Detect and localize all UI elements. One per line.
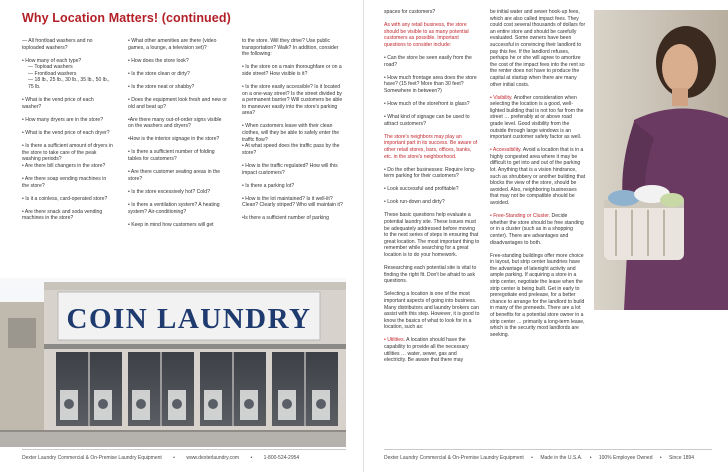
list-item: • When customers leave with their clean clothes, will they be able to safely enter the traffic flow? — [242, 123, 340, 143]
list-item: to the store. Will they drive? Use public transportation? Walk? In addition, consider the following: — [242, 38, 339, 58]
list-item: • How much of the storefront is glass? — [384, 100, 470, 107]
list-item: • Is the store easily accessible? Is it located on a one-way street? Is the street divided by a permanent barrier? Will customers be able to maneuver easily into the store's parking area? — [242, 83, 343, 117]
list-item: • How much frontage area does the store have? (15 feet? More than 30 feet? Somewhere in between?) — [384, 74, 477, 94]
paragraph: Free-standing buildings offer more choice in layout, but strip center laundries have the advantage of latenight activity and ample parking. If acquiring a store in a strip center, negotiate the lease when the strip center is being built. Get in early to preregotiate end prelease, for a better chance to arrange for the landlord to build in many of the preneeds. There are a lot of benefits for a potential store owner in a strip center … primarily a long-term lease, which is the security most landlords are seeking. — [490, 252, 585, 338]
accessibility-text: Avoid a location that is in a highly congested area where it may be difficult to get into and out of the parking lot. Anything that is a vision hindrance, such as shrubbery or another building that blocks the view of the store, should be avoided. Also, neighboring businesses that may not be compatible should be avoided. — [490, 147, 586, 207]
list-item: • Are there bill changers in the store? — [22, 162, 106, 169]
highlight-paragraph: As with any retail business, the store should be visible to as many potential customers as possible. Important questions to consider include: — [384, 22, 469, 48]
footer-employee-owned: 100% Employee Owned — [598, 455, 653, 461]
list-item: • What other amenities are there (video games, a lounge, a television set)? — [128, 38, 217, 51]
list-item: • Is the store neat or shabby? — [128, 83, 195, 90]
paragraph: These basic questions help evaluate a potential laundry site. These issues must be adequately addressed before moving to the next series of steps in ensuring that great location. The most important thing to remember while searching for a great location is to do your homework. — [384, 212, 480, 259]
footer-phone: 1-800-524-2954 — [263, 455, 300, 461]
list-item: • Is the store excessively hot? Cold? — [128, 188, 210, 195]
list-item: • Can the store be seen easily from the road? — [384, 54, 472, 68]
utilities-label: • Utilities. — [384, 337, 406, 344]
footer-company: Dexter Laundry Commercial & On-Premise Laundry Equipment — [22, 455, 162, 461]
footer-bullet: • — [173, 455, 175, 461]
footer-divider — [22, 449, 346, 450]
list-item: • How many dryers are in the store? — [22, 116, 104, 123]
storefront-illustration — [0, 278, 346, 447]
paragraph: spaces for customers? — [384, 9, 436, 15]
list-item: • At what speed does the traffic pass by the store? — [242, 143, 340, 156]
footer-bullet: • — [589, 455, 592, 461]
left-footer — [22, 455, 299, 461]
list-item: • Are there customer seating areas in the store? — [128, 169, 221, 182]
list-item: • How does the store look? — [128, 57, 189, 64]
list-item: • Do the other businesses: Require long-term parking for their customers? — [384, 166, 476, 180]
list-item: • How many of each type? — [22, 57, 82, 64]
footer-website-link[interactable]: www.dexterlaundry.com — [186, 455, 240, 461]
list-item: •Is there a sufficient number of parking — [242, 215, 329, 222]
list-item: •How is the interior signage in the store? — [128, 136, 220, 143]
list-item: • Keep in mind how customers will get — [128, 221, 214, 228]
utilities-text: A location should have the capability to provide all the necessary utilities … water, sewer, gas and electricity. Be aware that there may — [384, 337, 469, 364]
footer-made-in-usa: Made in the U.S.A. — [540, 455, 583, 461]
free-standing-text: Decide whether the store should be free standing or in a cluster (such as in a shopping center). There are advantages and disadvantages to both. — [490, 213, 584, 246]
list-item: • What kind of signage can be used to attract customers? — [384, 114, 470, 127]
woman-with-laundry-photo — [594, 10, 728, 310]
list-item: — Topload washers — [28, 64, 73, 71]
right-footer — [384, 455, 694, 461]
list-item: • What is the vend price of each washer? — [22, 97, 94, 110]
sign-text: COIN LAUNDRY — [66, 303, 312, 335]
list-item: — All frontload washers and no toploaded washers? — [22, 38, 93, 51]
highlight-paragraph: The store's neighbors may play an important part in its success. Be aware of other retail stores, bars, offices, banks, etc. in the store's neighborhood. — [384, 133, 478, 160]
footer-bullet: • — [531, 455, 533, 461]
list-item: — Frontload washers — [28, 70, 77, 77]
list-item: •Are there many out-of-order signs visible on the washers and dryers? — [128, 116, 222, 130]
right-column-2 — [490, 9, 586, 345]
right-column-1 — [384, 9, 480, 370]
list-item: • Does the equipment look fresh and new or old and beat up? — [128, 96, 227, 110]
page-heading: Why Location Matters! (continued) — [22, 11, 231, 25]
paragraph — [490, 147, 586, 206]
footer-bullet: • — [250, 455, 253, 461]
list-item: — 18 lb., 25 lb., 30 lb., 35 lb., 50 lb., 75 lb. — [28, 77, 110, 91]
list-item: • Is the store clean or dirty? — [128, 70, 190, 77]
list-item: • Is there a ventilation system? A heating system? Air-conditioning? — [128, 201, 220, 215]
left-column-3 — [242, 38, 346, 228]
footer-company: Dexter Laundry Commercial & On-Premise Laundry Equipment — [384, 455, 524, 461]
free-standing-label: • Free-Standing or Cluster. — [490, 213, 551, 220]
paragraph — [490, 213, 586, 246]
list-item: • Is there a parking lot? — [242, 182, 295, 189]
list-item: • Is there a sufficient number of folding tables for customers? — [128, 149, 215, 163]
footer-since: Since 1894 — [669, 455, 695, 461]
paragraph — [384, 337, 480, 363]
list-item: • Look successful and profitable? — [384, 186, 459, 193]
list-item: • Look run-down and dirty? — [384, 199, 445, 206]
footer-divider — [384, 449, 712, 450]
paragraph: Selecting a location is one of the most important aspects of going into business. Many distributors and laundry brokers can assist with this step. However, it is good to know the basics of what to look for in a location, such as: — [384, 291, 480, 331]
footer-bullet: • — [659, 455, 662, 461]
left-column-2 — [128, 38, 228, 235]
paragraph: Researching each potential site is vital to finding the right fit. Don't be afraid to ask questions. — [384, 265, 477, 285]
paragraph: be initial water and sewer hook-up fees, which are also called impact fees. They could cost several thousands of dollars for an entire store and should be carefully evaluated. Some owners have been successful in convincing their landlord to pay this fee. If the landlord refuses, perhaps he or she will agree to amortize the cost of the impact fees into the rent so the renter does not have to produce the capital at startup when there are many other initial costs. — [490, 9, 586, 88]
visibility-label: • Visibility. — [490, 94, 513, 101]
laundry-woman-illustration — [594, 10, 728, 310]
list-item: • What is the vend price of each dryer? — [22, 129, 110, 136]
list-item: • Is it a coinless, card-operated store? — [22, 195, 108, 202]
list-item: • How is the traffic regulated? How will this impact customers? — [242, 162, 338, 176]
list-item: • Are there soap vending machines in the store? — [22, 175, 107, 189]
list-item: • Is there a sufficient amount of dryers in the store to take care of the peak washing periods? — [22, 143, 113, 163]
list-item: • Is the store on a main thoroughfare or on a side street? How visible is it? — [242, 64, 342, 77]
paragraph — [490, 95, 586, 141]
list-item: • How is the lot maintained? Is it well-lit? Clean? Clearly striped? Who will maintain it? — [242, 195, 343, 209]
accessibility-label: • Accessibility. — [490, 147, 522, 154]
visibility-text: Another consideration when selecting the location is a good, well-lighted building that is not too far from the street … preferably at or above road grade level. Good visibility from the outside through large windows is an important customer safety factor as well. — [490, 94, 584, 141]
left-column-1 — [22, 38, 114, 228]
coin-laundry-storefront-photo — [0, 278, 346, 447]
list-item: • Are there snack and soda vending machines in the store? — [22, 208, 103, 222]
